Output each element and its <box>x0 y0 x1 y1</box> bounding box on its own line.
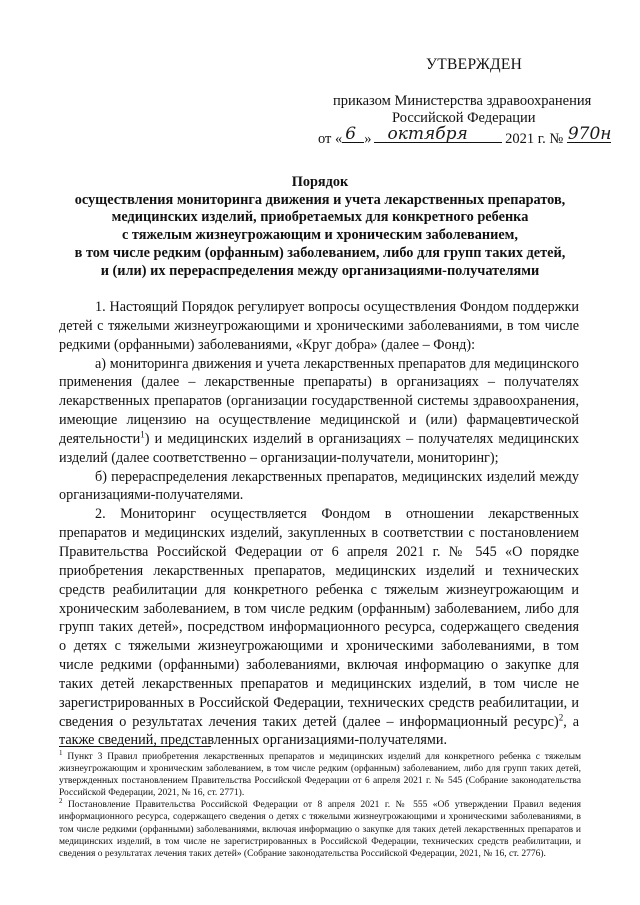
document-title <box>40 174 600 280</box>
title-line: и (или) их перераспределения между организациями-получателями <box>100 262 540 279</box>
footnotes <box>59 748 581 860</box>
footnote-1 <box>59 748 581 799</box>
footnote-2 <box>59 799 581 859</box>
paragraph-2 <box>59 505 579 750</box>
order-issuer-country: Российской Федерации <box>392 110 536 126</box>
footnote-ref-2: 2 <box>558 711 564 722</box>
order-month-handwritten: октября <box>387 124 468 144</box>
paragraph-1: 1. Настоящий Порядок регулирует вопросы осуществления Фондом поддержки детей с тяжелыми жизнеугрожающими и хроническими заболеваниями, в том числе редкими (орфанными) заболеваниями, «Круг добра» (далее – Фонд): <box>59 299 579 353</box>
order-from-label: от « <box>318 131 343 147</box>
approval-heading: УТВЕРЖДЕН <box>426 56 523 73</box>
footnote-divider <box>59 746 211 747</box>
footnote-ref-1: 1 <box>140 429 145 440</box>
footnote-mark-1: 1 <box>59 748 63 757</box>
order-number-handwritten: 970н <box>567 124 612 144</box>
title-line: в том числе редким (орфанным) заболеванием, либо для групп таких детей, <box>74 244 566 261</box>
order-year-label: 2021 г. № <box>505 131 564 147</box>
paragraph-1a-text: а) мониторинга движения и учета лекарственных препаратов для медицинского применения (далее – лекарственные препараты) в организациях – получателях лекарственных препаратов (организации государственной системы здравоохранения, имеющие лицензию на осуществление медицинской и (или) фармацевтической деятельности <box>59 355 579 447</box>
paragraph-2-end: , а также сведений, представленных организациями-получателями. <box>59 713 579 749</box>
paragraph-2-text: 2. Мониторинг осуществляется Фондом в отношении лекарственных препаратов и медицинских изделий, закупленных в соответствии с постановлением Правительства Российской Федерации от 6 апреля 2021 г. № 545 «О порядке приобретения лекарственных препаратов, медицинских изделий и технических средств реабилитации для конкретного ребенка с тяжелым жизнеугрожающим и хроническим заболеванием, в том числе редким (орфанным) заболеванием, либо для групп таких детей», посредством информационного ресурса, содержащего сведения о детях с тяжелыми жизнеугрожающими и хроническими заболеваниями, в том числе редкими (орфанными) заболеваниями, включая информацию о закупке для таких детей лекарственных препаратов и медицинских изделий, в том числе не зарегистрированных в Российской Федерации, технических средств реабилитации, и сведения о результатах лечения таких детей (далее – информационный ресурс) <box>59 506 579 730</box>
order-day-blank <box>342 124 364 144</box>
title-line: осуществления мониторинга движения и учета лекарственных препаратов, <box>74 191 566 208</box>
document-body <box>59 298 579 750</box>
title-heading: Порядок <box>291 174 349 190</box>
order-month-blank <box>374 124 502 144</box>
paragraph-1a <box>59 355 579 468</box>
order-issuer-line: приказом Министерства здравоохранения <box>333 93 592 109</box>
footnote-mark-2: 2 <box>59 797 63 806</box>
paragraph-1a-end: ) и медицинских изделий в организациях – получателях медицинских изделий (далее соответственно – организации-получатели, мониторинг); <box>59 430 579 466</box>
title-line: медицинских изделий, приобретаемых для конкретного ребенка <box>111 209 529 226</box>
order-date-number-line: от « 6 » октября 2021 г. № 970н <box>318 124 612 147</box>
title-line: с тяжелым жизнеугрожающим и хроническим заболеванием, <box>122 227 518 244</box>
paragraph-1b: б) перераспределения лекарственных препаратов, медицинских изделий между организациями-получателями. <box>59 468 579 504</box>
order-number-blank <box>567 124 612 144</box>
footnote-1-text: Пункт 3 Правил приобретения лекарственных препаратов и медицинских изделий для конкретного ребенка с тяжелым жизнеугрожающим и хроническим заболеванием, в том числе редким (орфанным) заболеванием, либо для групп таких детей, утвержденных постановлением Правительства Российской Федерации от 6 апреля 2021 г. № 545 (Собрание законодательства Российской Федерации, 2021, № 16, ст. 2771). <box>59 752 581 799</box>
order-day-handwritten: 6 <box>345 124 357 144</box>
footnote-2-text: Постановление Правительства Российской Федерации от 8 апреля 2021 г. № 555 «Об утверждении Правил ведения информационного ресурса, содержащего сведения о детях с тяжелыми жизнеугрожающими и хроническими заболеваниями, в том числе редкими (орфанными) заболеваниями, включая информацию о закупке для таких детей лекарственных препаратов и медицинских изделий, в том числе не зарегистрированных в Российской Федерации, технических средств реабилитации, и сведения о результатах лечения таких детей» (Собрание законодательства Российской Федерации, 2021, № 16, ст. 2776). <box>59 800 581 859</box>
